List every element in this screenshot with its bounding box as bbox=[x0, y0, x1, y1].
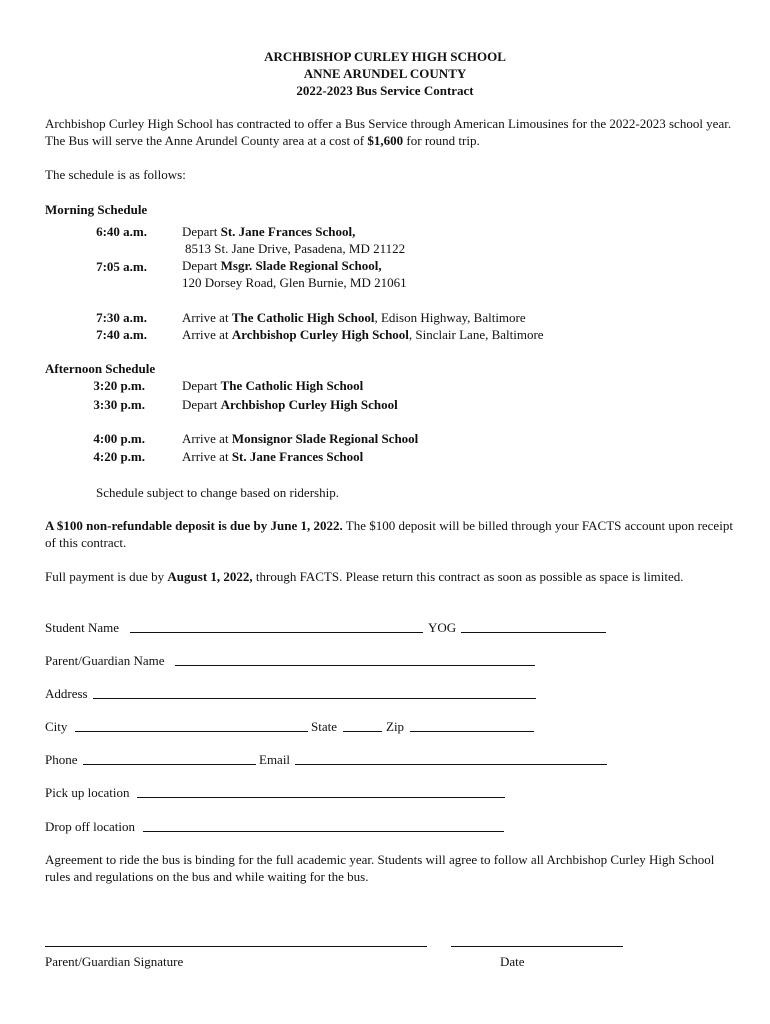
date-field[interactable] bbox=[451, 946, 623, 947]
afternoon-time-3: 4:00 p.m. bbox=[93, 431, 145, 446]
zip-label: Zip bbox=[386, 719, 405, 734]
payment-paragraph bbox=[45, 568, 735, 585]
stop-place: The Catholic High School bbox=[231, 310, 375, 325]
city-field[interactable] bbox=[75, 731, 308, 732]
afternoon-time-2: 3:30 p.m. bbox=[93, 397, 145, 412]
schedule-intro: The schedule is as follows: bbox=[45, 167, 186, 182]
deposit-details: The $100 deposit will be billed through your FACTS account upon receipt of this contract. bbox=[45, 518, 733, 550]
morning-address-2: 120 Dorsey Road, Glen Burnie, MD 21061 bbox=[182, 275, 407, 290]
stop-verb: Depart bbox=[182, 258, 221, 273]
stop-verb: Depart bbox=[182, 224, 221, 239]
stop-verb: Arrive at bbox=[182, 327, 232, 342]
payment-text: Full payment is due by bbox=[45, 569, 168, 584]
morning-address-1: 8513 St. Jane Drive, Pasadena, MD 21122 bbox=[185, 241, 406, 256]
stop-place: Archbishop Curley High School bbox=[220, 397, 398, 412]
cost-value: $1,600 bbox=[367, 133, 404, 148]
schedule-note: Schedule subject to change based on ridership. bbox=[96, 485, 339, 500]
stop-verb: Depart bbox=[182, 397, 221, 412]
stop-location: , Edison Highway, Baltimore bbox=[374, 310, 526, 325]
student-name-field[interactable] bbox=[130, 632, 423, 633]
stop-place: Monsignor Slade Regional School bbox=[231, 431, 419, 446]
stop-verb: Depart bbox=[182, 378, 221, 393]
dropoff-field[interactable] bbox=[143, 831, 504, 832]
phone-label: Phone bbox=[45, 752, 78, 767]
phone-field[interactable] bbox=[83, 764, 256, 765]
city-label: City bbox=[45, 719, 68, 734]
yog-field[interactable] bbox=[461, 632, 606, 633]
parent-name-field[interactable] bbox=[175, 665, 535, 666]
agreement-paragraph: Agreement to ride the bus is binding for the full academic year. Students will agree to follow all Archbishop Curley High School rules and regulations on the bus and while waiting for the bus. bbox=[45, 852, 715, 884]
email-label: Email bbox=[259, 752, 291, 767]
morning-time-1: 6:40 a.m. bbox=[96, 224, 147, 239]
afternoon-time-4: 4:20 p.m. bbox=[93, 449, 145, 464]
pickup-field[interactable] bbox=[137, 797, 505, 798]
stop-verb: Arrive at bbox=[182, 449, 232, 464]
stop-place: The Catholic High School bbox=[220, 378, 364, 393]
stop-verb: Arrive at bbox=[182, 310, 232, 325]
morning-time-4: 7:40 a.m. bbox=[96, 327, 147, 342]
morning-time-3: 7:30 a.m. bbox=[96, 310, 147, 325]
state-field[interactable] bbox=[343, 731, 382, 732]
stop-verb: Arrive at bbox=[182, 431, 232, 446]
zip-field[interactable] bbox=[410, 731, 534, 732]
morning-stop-3 bbox=[182, 309, 526, 326]
payment-text-end: through FACTS. Please return this contract as soon as possible as space is limited. bbox=[252, 569, 684, 584]
document-title: 2022-2023 Bus Service Contract bbox=[296, 83, 474, 98]
deposit-terms: A $100 non-refundable deposit is due by June 1, 2022. bbox=[45, 518, 343, 533]
morning-time-2: 7:05 a.m. bbox=[96, 259, 147, 274]
morning-stop-2 bbox=[182, 257, 382, 274]
stop-place: Archbishop Curley High School bbox=[231, 327, 409, 342]
dropoff-label: Drop off location bbox=[45, 819, 136, 834]
address-field[interactable] bbox=[93, 698, 536, 699]
morning-stop-1 bbox=[182, 223, 355, 240]
morning-heading: Morning Schedule bbox=[45, 202, 148, 217]
intro-text: Archbishop Curley High School has contracted to offer a Bus Service through American Limousines for the 2022-2023 school year. The Bus will serve the Anne Arundel County area at a cost of bbox=[45, 116, 732, 148]
intro-paragraph bbox=[45, 115, 735, 149]
stop-location: , Sinclair Lane, Baltimore bbox=[408, 327, 544, 342]
stop-place: Msgr. Slade Regional School, bbox=[220, 258, 382, 273]
afternoon-stop-1 bbox=[182, 377, 363, 394]
deposit-paragraph bbox=[45, 517, 735, 551]
afternoon-stop-2 bbox=[182, 396, 398, 413]
intro-text-end: for round trip. bbox=[403, 133, 480, 148]
school-name: ARCHBISHOP CURLEY HIGH SCHOOL bbox=[264, 49, 506, 64]
pickup-label: Pick up location bbox=[45, 785, 130, 800]
signature-label: Parent/Guardian Signature bbox=[45, 954, 184, 969]
signature-field[interactable] bbox=[45, 946, 427, 947]
stop-place: St. Jane Frances School, bbox=[220, 224, 356, 239]
afternoon-stop-4 bbox=[182, 448, 363, 465]
payment-date: August 1, 2022, bbox=[167, 569, 253, 584]
morning-stop-4 bbox=[182, 326, 544, 343]
parent-name-label: Parent/Guardian Name bbox=[45, 653, 165, 668]
yog-label: YOG bbox=[428, 620, 457, 635]
stop-place: St. Jane Frances School bbox=[231, 449, 364, 464]
afternoon-heading: Afternoon Schedule bbox=[45, 361, 156, 376]
state-label: State bbox=[311, 719, 337, 734]
afternoon-stop-3 bbox=[182, 430, 418, 447]
student-name-label: Student Name bbox=[45, 620, 120, 635]
email-field[interactable] bbox=[295, 764, 607, 765]
county-name: ANNE ARUNDEL COUNTY bbox=[303, 66, 467, 81]
address-label: Address bbox=[45, 686, 88, 701]
date-label: Date bbox=[500, 954, 525, 969]
afternoon-time-1: 3:20 p.m. bbox=[93, 378, 145, 393]
